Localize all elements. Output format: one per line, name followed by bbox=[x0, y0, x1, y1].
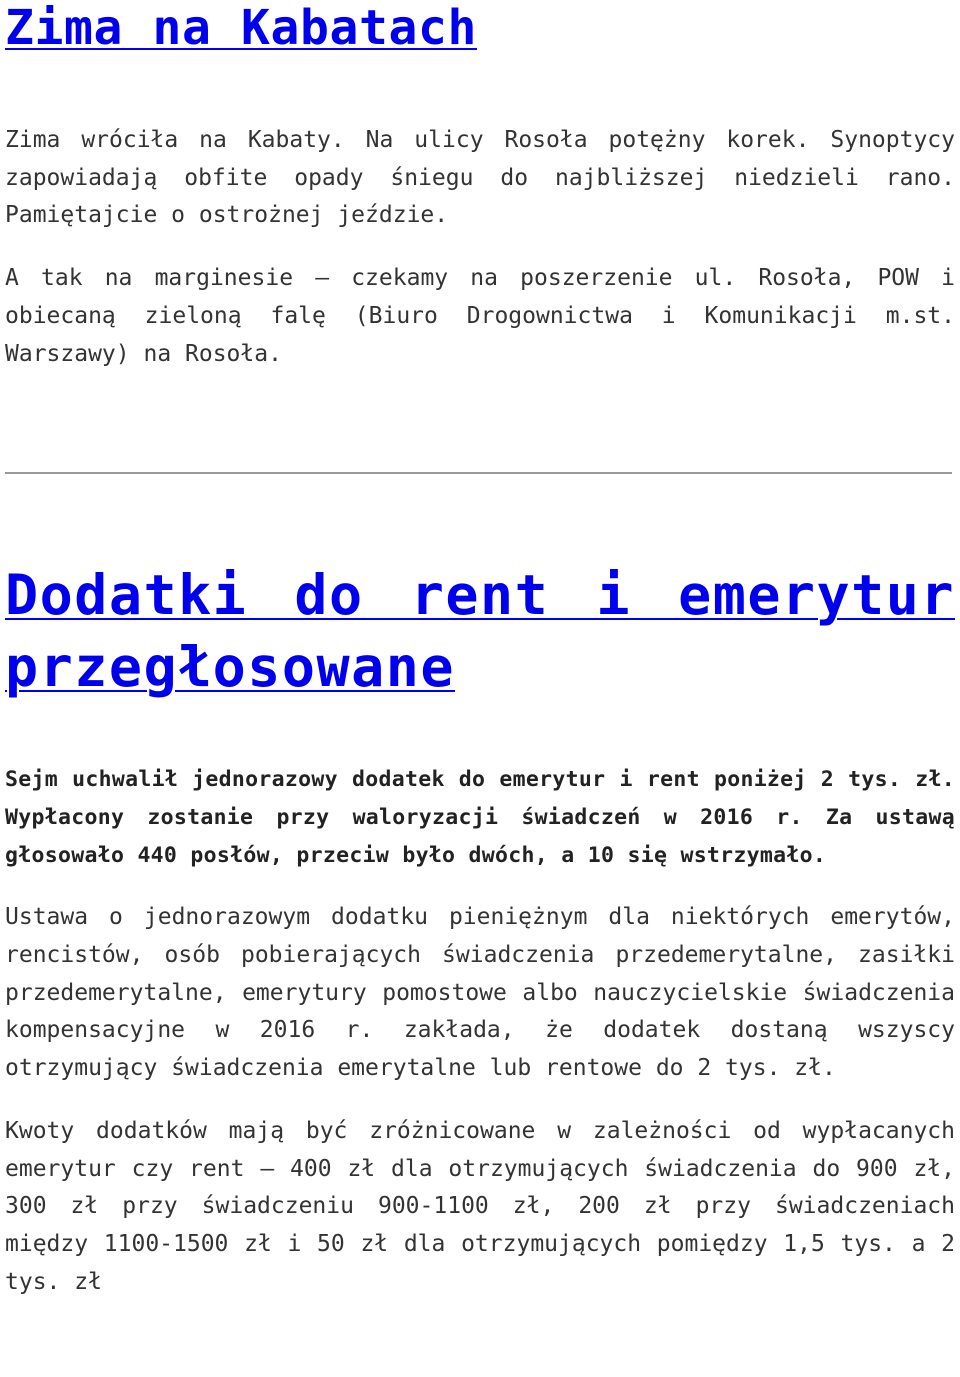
post-paragraph: Zima wróciła na Kabaty. Na ulicy Rosoła potężny korek. Synoptycy zapowiadają obfite opady śniegu do najbliższej niedzieli rano. Pamiętajcie o ostrożnej jeździe. bbox=[5, 127, 955, 229]
post-title-link[interactable]: Dodatki do rent i emerytur przegłosowane bbox=[5, 563, 955, 700]
post-title bbox=[5, 559, 955, 703]
post-paragraph: A tak na marginesie – czekamy na poszerzenie ul. Rosoła, POW i obiecaną zieloną falę (Biuro Drogownictwa i Komunikacji m.st. Warszawy) na Rosoła. bbox=[5, 265, 955, 367]
post-paragraph: Ustawa o jednorazowym dodatku pieniężnym dla niektórych emerytów, rencistów, osób pobierających świadczenia przedemerytalne, zasiłki przedemerytalne, emerytury pomostowe albo nauczycielskie świadczenia kompensacyjne w 2016 r. zakłada, że dodatek dostaną wszyscy otrzymujący świadczenia emerytalne lub rentowe do 2 tys. zł. bbox=[5, 904, 955, 1082]
post-title-link[interactable]: Zima na Kabatach bbox=[5, 0, 477, 56]
post-separator bbox=[5, 472, 952, 474]
post-lead: Sejm uchwalił jednorazowy dodatek do emerytur i rent poniżej 2 tys. zł. Wypłacony zostanie przy waloryzacji świadczeń w 2016 r. Za ustawą głosowało 440 posłów, przeciw było dwóch, a 10 się wstrzymało. bbox=[5, 767, 955, 868]
post-paragraph: Kwoty dodatków mają być zróżnicowane w zależności od wypłacanych emerytur czy rent – 400 zł dla otrzymujących świadczenia do 900 zł, 300 zł przy świadczeniu 900-1100 zł, 200 zł przy świadczeniach między 1100-1500 zł i 50 zł dla otrzymujących pomiędzy 1,5 tys. a 2 tys. zł bbox=[5, 1117, 955, 1295]
page-content bbox=[5, 0, 955, 1301]
post-zima-na-kabatach bbox=[5, 0, 955, 373]
post-dodatki-do-rent bbox=[5, 559, 955, 1301]
post-title bbox=[5, 0, 955, 56]
